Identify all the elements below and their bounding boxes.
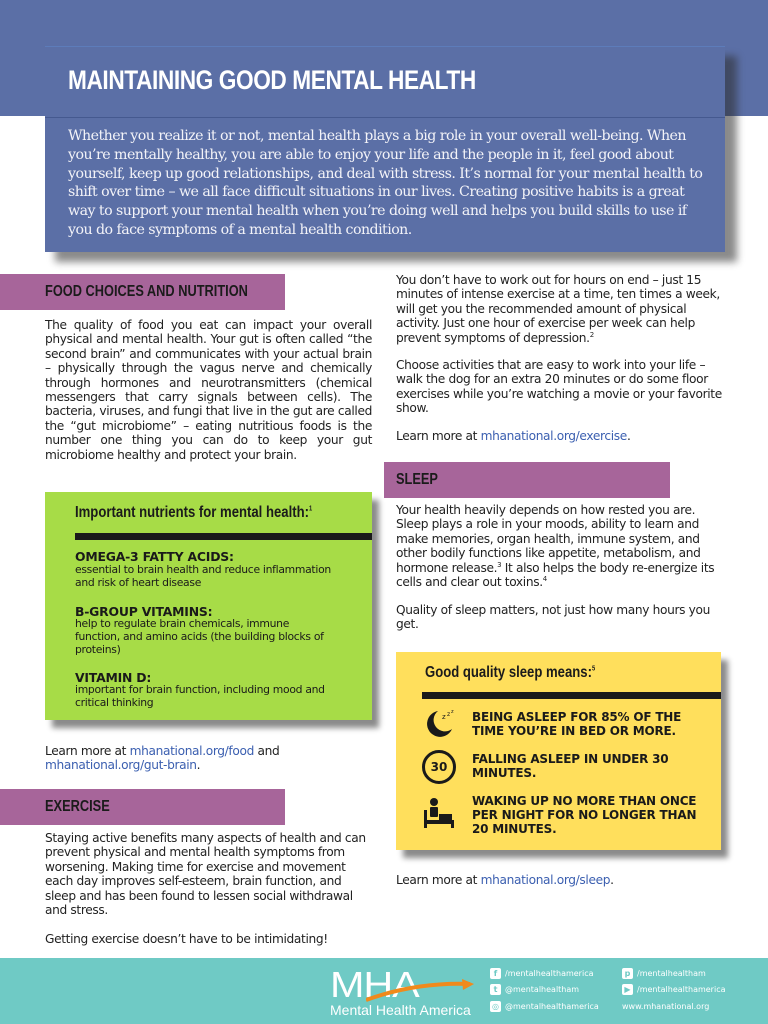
- facebook-link[interactable]: [490, 968, 594, 979]
- food-section-heading-bar: [0, 274, 285, 310]
- svg-text:z: z: [447, 711, 451, 718]
- gut-brain-link[interactable]: mhanational.org/gut-brain: [45, 758, 197, 773]
- twitter-icon: t: [490, 984, 501, 995]
- exercise-link[interactable]: mhanational.org/exercise: [480, 429, 627, 443]
- logo-wordmark: Mental Health America: [330, 1002, 471, 1018]
- moon-icon: [422, 707, 456, 741]
- sleep-criterion: FALLING ASLEEP IN UNDER 30 MINUTES.: [472, 752, 669, 781]
- food-link[interactable]: mhanational.org/food: [129, 744, 254, 758]
- exercise-activities-paragraph: Choose activities that are easy to work into your life – walk the dog for an extra 20 minutes or do some floor exercises while you’re watching a movie or your favorite show.: [396, 358, 722, 416]
- instagram-link[interactable]: [490, 1001, 599, 1012]
- nutrient-description: essential to brain health and reduce inflammation and risk of heart disease: [75, 563, 331, 589]
- page-title: MAINTAINING GOOD MENTAL HEALTH: [68, 65, 476, 95]
- food-learn-more: Learn more at mhanational.org/food and mhanational.org/gut-brain.: [45, 744, 280, 773]
- pinterest-handle: /mentalhealtham: [637, 969, 706, 978]
- intro-paragraph: Whether you realize it or not, mental health plays a big role in your overall well-being. When you’re mentally healthy, you are able to enjoy your life and the people in it, feel good about yourself, keep up good relationships, and deal with stress. It’s normal for your mental health to shift over time – we all face difficult situations in our lives. Creating positive habits is a great way to support your mental health when you’re doing well and helps you build skills to use if you do face symptoms of a mental health condition.: [68, 128, 703, 238]
- sleep-paragraph: Your health heavily depends on how rested you are. Sleep plays a role in your moods, ability to learn and make memories, organ health, immune system, and other bodily functions like appetite, metabolism, and hormone release.$^3$ It also helps the body re-energize its cells and clear out toxins.$^4$: [396, 503, 715, 590]
- nutrients-box-title: Important nutrients for mental health:$^1$: [75, 504, 313, 521]
- nutrient-name: OMEGA-3 FATTY ACIDS:: [75, 549, 234, 564]
- pinterest-icon: p: [622, 968, 633, 979]
- mha-logo[interactable]: [330, 964, 478, 1022]
- exercise-paragraph: Staying active benefits many aspects of health and can prevent physical and mental health symptoms from worsening. Making time for exercise and movement each day improves self-esteem, brain function, and sleep and has been found to lessen social withdrawal and stress.: [45, 831, 366, 918]
- sleep-box: [396, 652, 721, 850]
- exercise-paragraph-continued: You don’t have to work out for hours on end – just 15 minutes of intense exercise at a time, ten times a week, will get you the recommended amount of physical activity. Just one hour of exercise per week can help prevent symptoms of depression.$^2$: [396, 273, 720, 345]
- sleep-section-heading: SLEEP: [396, 471, 438, 488]
- hero-panel: [45, 46, 725, 252]
- website-link[interactable]: [622, 1002, 709, 1011]
- twitter-handle: @mentalhealtham: [505, 985, 580, 994]
- sleep-section-heading-bar: [384, 462, 670, 498]
- clock-30-icon: [422, 750, 456, 784]
- food-section-heading: FOOD CHOICES AND NUTRITION: [45, 283, 248, 300]
- bed-person-icon: [422, 796, 456, 830]
- twitter-link[interactable]: [490, 984, 579, 995]
- sleep-learn-more: Learn more at mhanational.org/sleep.: [396, 873, 614, 887]
- svg-text:z: z: [451, 709, 454, 715]
- facebook-handle: /mentalhealthamerica: [505, 969, 594, 978]
- nutrients-box-rule: [75, 533, 372, 540]
- hero-divider: [45, 117, 725, 118]
- footer: [0, 958, 768, 1024]
- facebook-icon: f: [490, 968, 501, 979]
- clock-30-label: 30: [430, 760, 448, 774]
- exercise-intimidating-text: Getting exercise doesn’t have to be intimidating!: [45, 932, 328, 946]
- nutrients-box: [45, 492, 372, 720]
- sleep-box-title: Good quality sleep means:$^5$: [425, 664, 596, 681]
- sleep-criterion: BEING ASLEEP FOR 85% OF THE TIME YOU’RE IN BED OR MORE.: [472, 710, 682, 739]
- website-url: www.mhanational.org: [622, 1002, 710, 1011]
- youtube-link[interactable]: [622, 984, 726, 995]
- exercise-section-heading: EXERCISE: [45, 798, 110, 815]
- svg-text:z: z: [442, 713, 446, 721]
- sleep-box-rule: [422, 692, 721, 699]
- nutrient-name: B-GROUP VITAMINS:: [75, 604, 213, 619]
- food-paragraph: The quality of food you eat can impact your overall physical and mental health. Your gut is often called “the second brain” and communicates with your actual brain – physically through the vagus nerve and chemically through hormones and neurotransmitters (chemical messengers that carry signals between cells). The bacteria, viruses, and fungi that live in the gut are called the “gut microbiome” – eating nutritious foods is the number one thing you can do to keep your gut microbiome healthy and protect your brain.: [45, 318, 372, 462]
- youtube-handle: /mentalhealthamerica: [637, 985, 726, 994]
- pinterest-link[interactable]: [622, 968, 706, 979]
- nutrient-name: VITAMIN D:: [75, 670, 152, 685]
- sleep-criterion: WAKING UP NO MORE THAN ONCE PER NIGHT FOR NO LONGER THAN 20 MINUTES.: [472, 794, 697, 837]
- sleep-link[interactable]: mhanational.org/sleep: [480, 873, 611, 887]
- exercise-learn-more: Learn more at mhanational.org/exercise.: [396, 429, 631, 443]
- instagram-icon: ◎: [490, 1001, 501, 1012]
- sleep-quality-paragraph: Quality of sleep matters, not just how many hours you get.: [396, 603, 710, 632]
- youtube-icon: ▶: [622, 984, 633, 995]
- nutrient-description: important for brain function, including mood and critical thinking: [75, 683, 325, 709]
- instagram-handle: @mentalhealthamerica: [505, 1002, 599, 1011]
- exercise-section-heading-bar: [0, 789, 285, 825]
- logo-letters: MHA: [330, 964, 419, 1005]
- nutrient-description: help to regulate brain chemicals, immune function, and amino acids (the building blocks of proteins): [75, 617, 324, 656]
